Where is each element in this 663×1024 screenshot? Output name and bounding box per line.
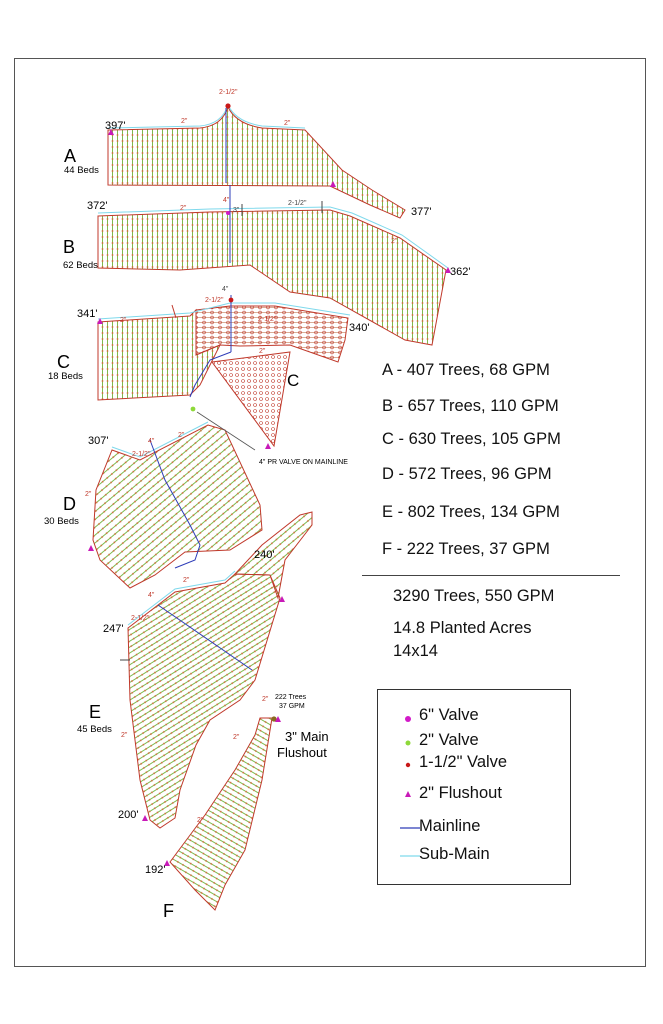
pipe-label-b-right: 2" [391, 238, 398, 245]
stat-block-d: D - 572 Trees, 96 GPM [382, 465, 552, 483]
legend-row-6in-valve [378, 706, 570, 728]
legend-row-flushout [378, 784, 570, 806]
block-d-beds: 30 Beds [44, 516, 79, 527]
stat-block-f: F - 222 Trees, 37 GPM [382, 540, 550, 558]
flushout-icon [404, 790, 412, 798]
elevation-200: 200' [118, 809, 139, 821]
block-d-letter: D [63, 494, 76, 514]
block-a [108, 105, 405, 218]
stat-block-c: C - 630 Trees, 105 GPM [382, 430, 561, 448]
valve-6in-a [225, 103, 230, 108]
pipe-label-c-right: 2-1/2" [258, 316, 277, 323]
valve-1-5in-icon [404, 761, 412, 769]
pipe-label-e-side: 2" [121, 732, 128, 739]
pipe-label-f-low: 2" [197, 817, 204, 824]
legend-label-1-5in-valve: 1-1/2" Valve [419, 753, 508, 771]
block-c-area-right [196, 306, 348, 362]
legend-label-flushout: 2" Flushout [419, 784, 502, 802]
stat-block-e: E - 802 Trees, 134 GPM [382, 503, 560, 521]
legend-label-mainline: Mainline [419, 817, 481, 835]
pipe-label-d-side: 2" [85, 491, 92, 498]
mainline-icon [400, 826, 420, 830]
flushout-e-2 [142, 815, 148, 821]
pipe-label-a-right: 2" [284, 120, 291, 127]
pipe-label-b-three: 3" [233, 207, 240, 214]
legend-row-submain [378, 845, 570, 867]
legend [377, 689, 571, 885]
pipe-label-e-two-half: 2-1/2" [131, 615, 150, 622]
tree-spacing: 14x14 [393, 642, 438, 660]
pipe-label-a-left: 2" [181, 118, 188, 125]
flushout-note-line2: Flushout [277, 745, 327, 760]
block-c-letter: C [57, 352, 70, 372]
elevation-247: 247' [103, 623, 124, 635]
legend-label-submain: Sub-Main [419, 845, 490, 863]
pipe-label-b-left: 2" [180, 205, 187, 212]
valve-6in-icon [404, 715, 412, 723]
pipe-label-a-main: 2-1/2" [219, 89, 238, 96]
block-b-letter: B [63, 237, 76, 257]
legend-row-1-5in-valve [378, 753, 570, 775]
block-e-beds: 45 Beds [77, 724, 112, 735]
elevation-397: 397' [105, 120, 126, 132]
block-c-tick [172, 305, 176, 318]
elevation-307: 307' [88, 435, 109, 447]
block-c-wedge-letter: C [287, 371, 300, 390]
stat-block-b: B - 657 Trees, 110 GPM [382, 397, 559, 415]
pr-valve-note: 4" PR VALVE ON MAINLINE [259, 459, 348, 466]
f-trees-note: 222 Trees [275, 694, 307, 701]
total-trees-gpm: 3290 Trees, 550 GPM [393, 587, 555, 605]
pipe-label-b-two-half: 2-1/2" [288, 200, 307, 207]
pipe-label-d-two: 2" [178, 432, 185, 439]
pipe-label-d-four: 4" [148, 438, 155, 445]
pipe-label-c-wedge: 2" [259, 348, 266, 355]
elevation-372: 372' [87, 200, 108, 212]
pipe-label-c-four: 4" [222, 286, 229, 293]
f-gpm-note: 37 GPM [279, 703, 305, 710]
block-e-letter: E [89, 702, 102, 722]
legend-label-6in-valve: 6" Valve [419, 706, 479, 724]
pipe-label-f-mid: 2" [233, 734, 240, 741]
block-c-beds: 18 Beds [48, 371, 83, 382]
pipe-label-b-four: 4" [223, 197, 230, 204]
pipe-label-d-two-half: 2-1/2" [132, 451, 151, 458]
elevation-362: 362' [450, 266, 471, 278]
block-c [98, 295, 350, 446]
pipe-label-f-top: 2" [262, 696, 269, 703]
legend-row-2in-valve [378, 731, 570, 753]
valve-6in-b [226, 211, 230, 215]
elevation-192: 192' [145, 864, 166, 876]
elevation-240: 240' [254, 549, 275, 561]
block-a-submain [108, 105, 305, 128]
elevation-341: 341' [77, 308, 98, 320]
flushout-c-wedge [265, 443, 271, 449]
pipe-label-e-two: 2" [183, 577, 190, 584]
pipe-label-e-four: 4" [148, 592, 155, 599]
block-a-beds: 44 Beds [64, 165, 99, 176]
pipe-label-c-two-half: 2-1/2" [205, 297, 224, 304]
submain-icon [400, 854, 420, 858]
block-a-area [108, 107, 405, 218]
valve-2in-d [191, 407, 196, 412]
block-f-letter: F [163, 901, 174, 921]
totals-divider [362, 575, 620, 576]
legend-row-mainline [378, 817, 570, 839]
valve-2in-icon [404, 739, 412, 747]
total-acres: 14.8 Planted Acres [393, 619, 532, 637]
stat-block-a: A - 407 Trees, 68 GPM [382, 361, 550, 379]
pipe-label-c-left: 2" [120, 317, 127, 324]
flushout-d [88, 545, 94, 551]
elevation-340: 340' [349, 322, 370, 334]
flushout-note-line1: 3" Main [285, 729, 329, 744]
valve-6in-c [229, 298, 234, 303]
legend-label-2in-valve: 2" Valve [419, 731, 479, 749]
block-b-beds: 62 Beds [63, 260, 98, 271]
elevation-377: 377' [411, 206, 432, 218]
block-a-letter: A [64, 146, 77, 166]
